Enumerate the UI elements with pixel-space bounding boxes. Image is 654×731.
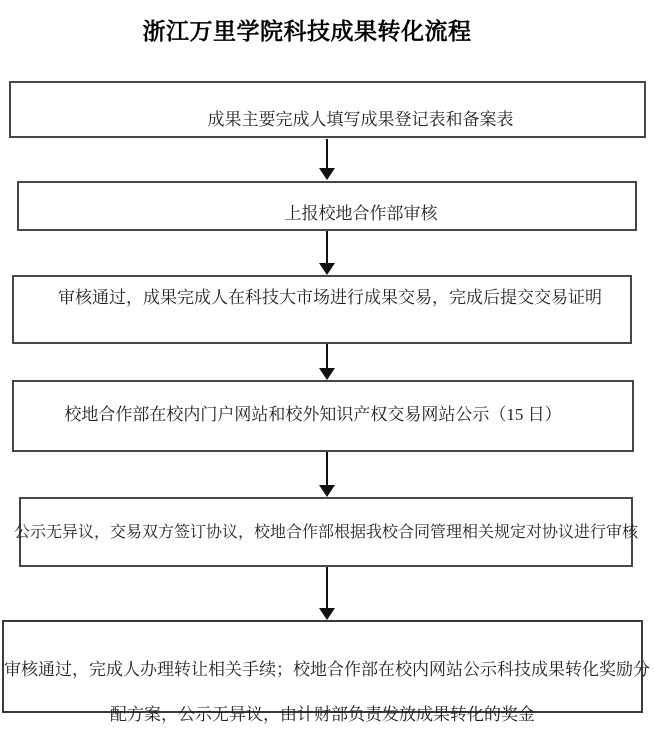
down-arrow-icon — [326, 139, 328, 168]
flow-step-2-label: 上报校地合作部审核 — [284, 204, 438, 223]
flow-step-4 — [12, 380, 634, 452]
flow-step-4-label: 校地合作部在校内门户网站和校外知识产权交易网站公示（15 日） — [64, 405, 562, 424]
down-arrow-icon — [326, 231, 328, 263]
flow-step-6-line-1: 审核通过，完成人办理转让相关手续；校地合作部在校内网站公示科技成果转化奖励分 — [4, 660, 650, 679]
flow-step-2 — [17, 181, 637, 231]
flow-step-1-label: 成果主要完成人填写成果登记表和备案表 — [207, 110, 514, 129]
flow-step-3 — [12, 275, 632, 344]
flow-step-6-line-2: 配方案，公示无异议，由计财部负责发放成果转化的奖金 — [110, 705, 535, 724]
down-arrow-icon — [326, 452, 328, 485]
flow-step-5-label: 公示无异议，交易双方签订协议，校地合作部根据我校合同管理相关规定对协议进行审核 — [14, 523, 639, 541]
down-arrow-icon — [326, 344, 328, 368]
page-title: 浙江万里学院科技成果转化流程 — [142, 19, 472, 44]
flow-step-3-label: 审核通过，成果完成人在科技大市场进行成果交易，完成后提交交易证明 — [58, 288, 602, 307]
down-arrow-icon — [326, 567, 328, 608]
flow-step-5 — [14, 497, 639, 567]
flow-step-6 — [2, 620, 650, 724]
flow-step-1 — [9, 81, 646, 138]
